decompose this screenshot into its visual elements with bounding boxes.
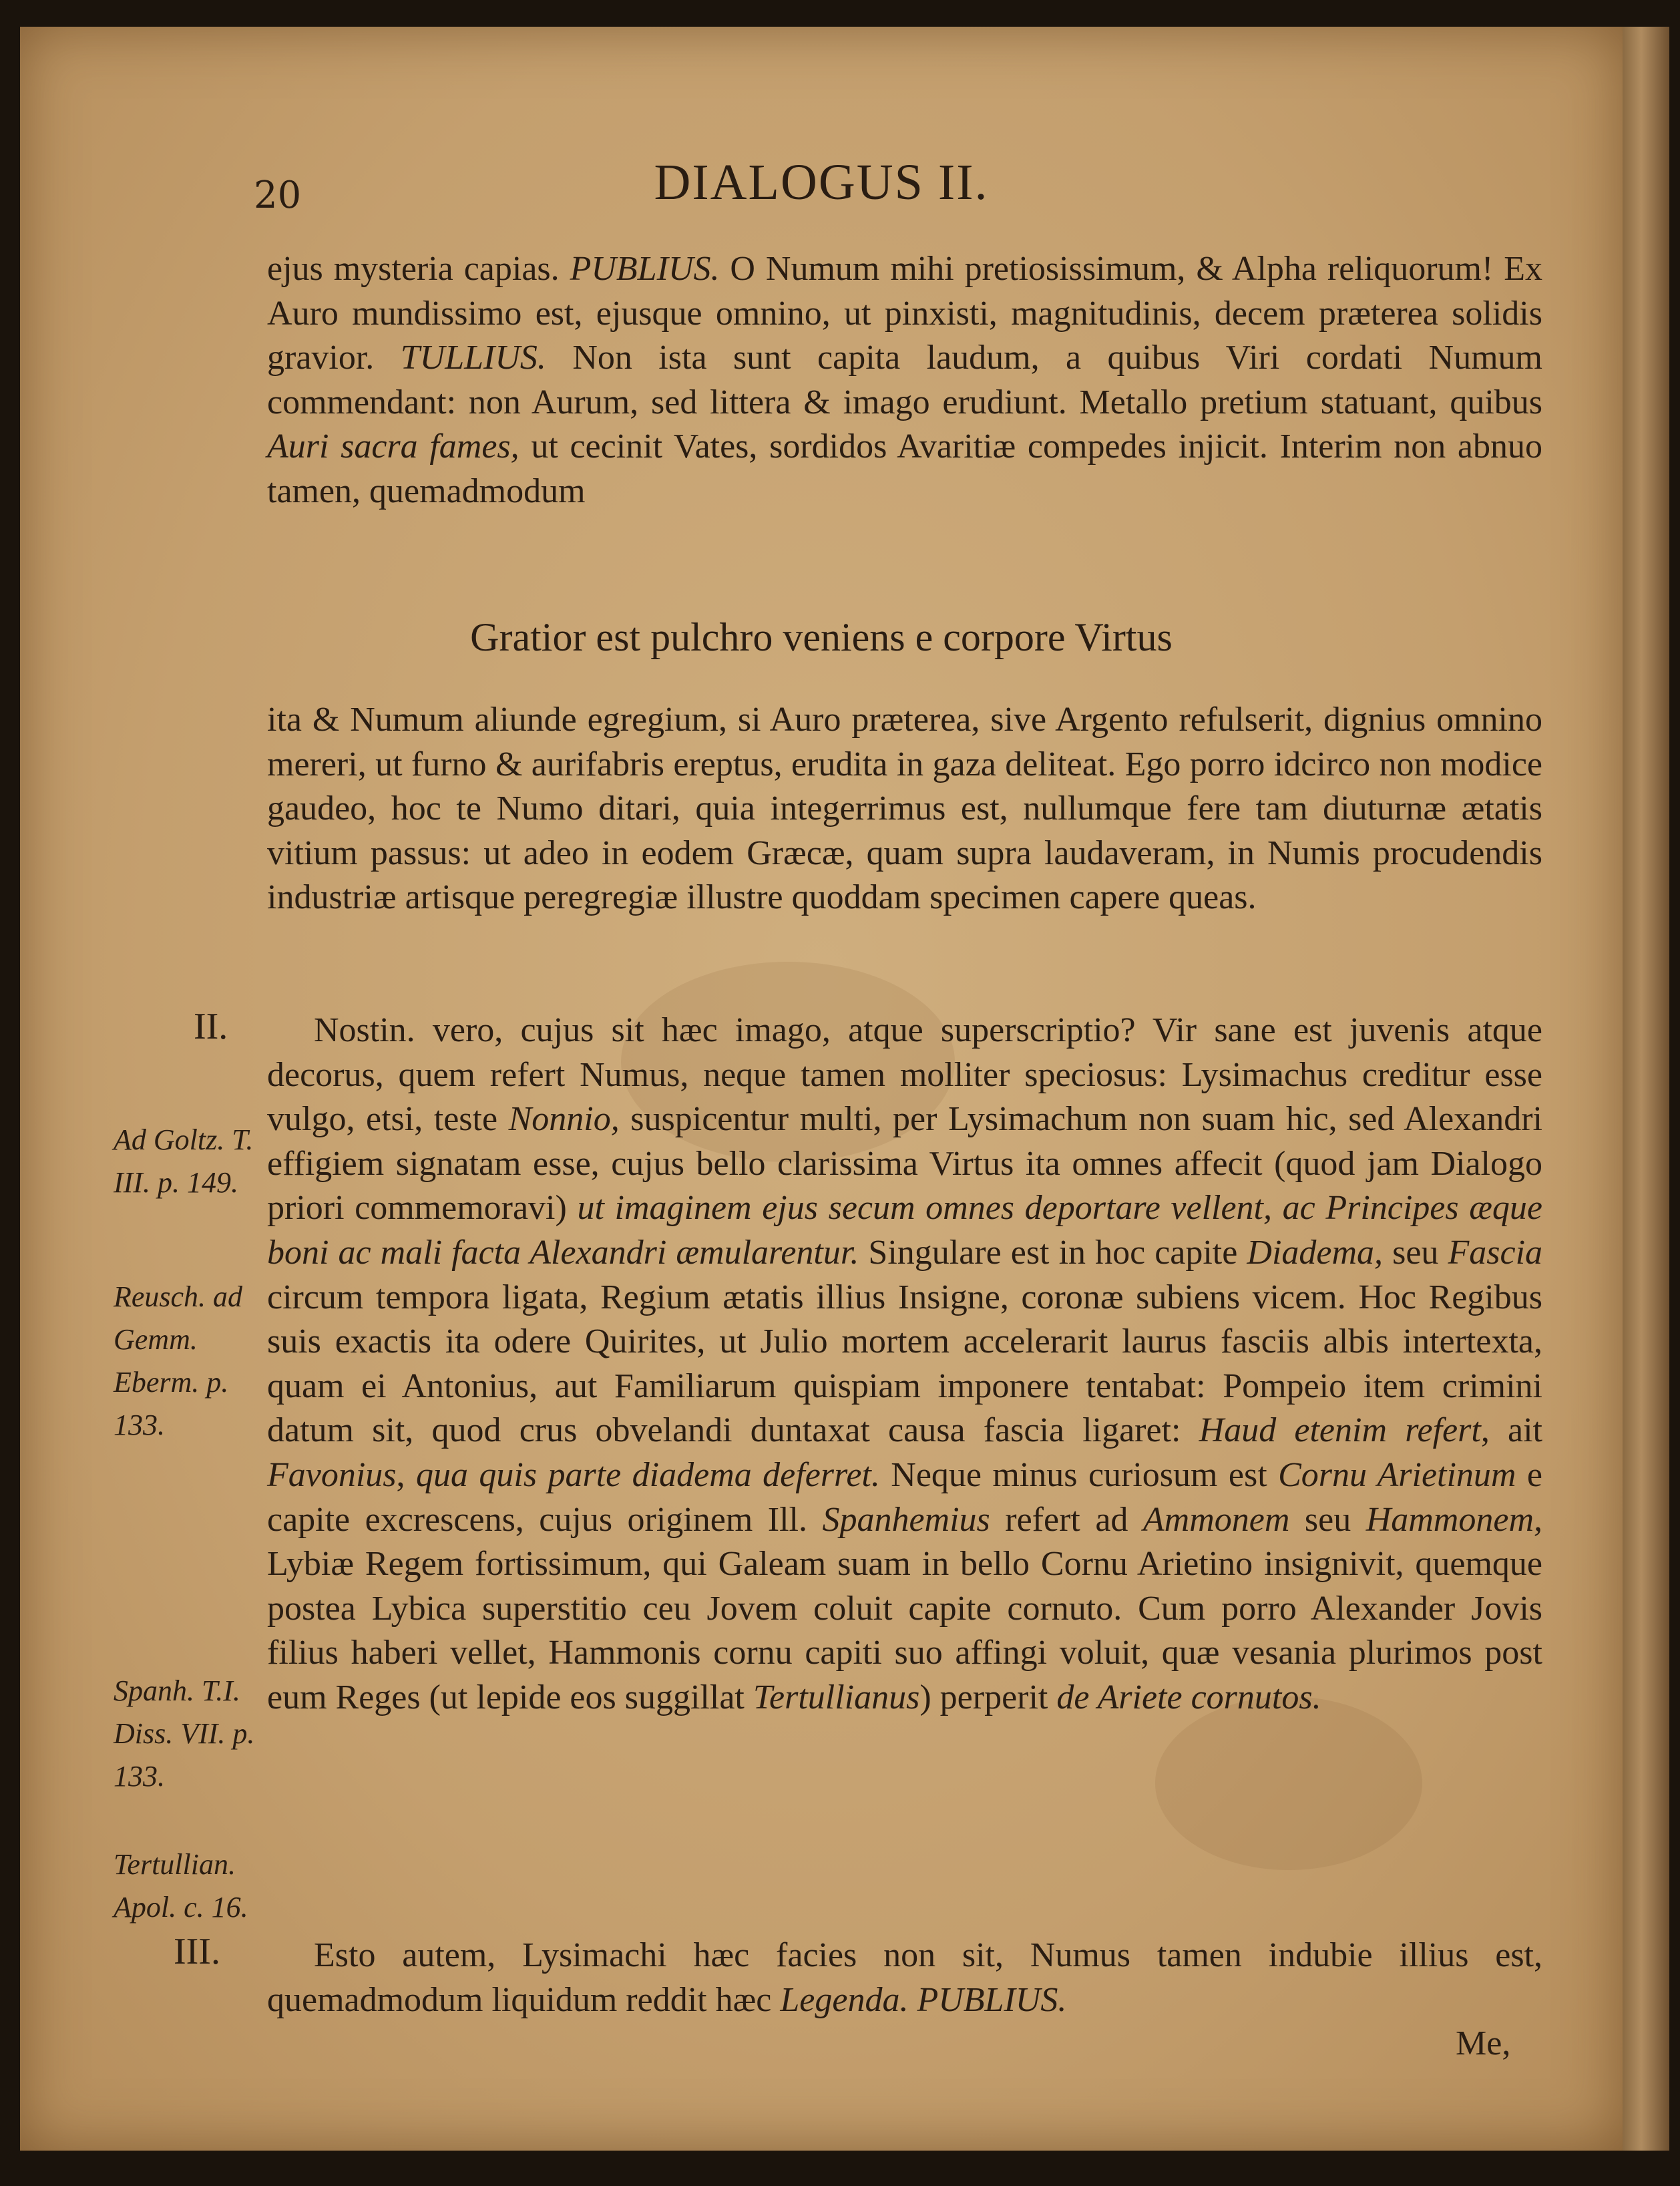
paper-stain (1155, 1696, 1422, 1870)
quotation: Haud etenim refert (1199, 1411, 1481, 1450)
text-run: O Numum mihi pretiosissimum, & Alpha reliquorum! Ex Auro mundissimo est, ejusque omnino, ut pinxisti, magnitudinis, decem præterea solidis gravior. (267, 250, 1542, 377)
paragraph-1 (267, 247, 1542, 514)
text-run: ut cecinit Vates, sordidos Avaritiæ compedes injicit. Interim non abnuo tamen, quemadmodum (267, 427, 1542, 510)
citation: Nonnio, (508, 1100, 620, 1139)
paragraph-2-text: ita & Numum aliunde egregium, si Auro præterea, sive Argento refulserit, dignius omnino mereri, ut furno & aurifabris ereptus, erudita in gaza deliteat. Ego porro idcirco non modice gaudeo, hoc te Numo ditari, quia integerrimus est, nullumque fere tam diuturnæ ætatis vitium passus: ut adeo in eodem Græcæ, quam supra laudaveram, in Numis procudendis industriæ artisque peregregiæ illustre quoddam specimen capere queas. (267, 701, 1542, 917)
citation: Spanhemius (822, 1500, 990, 1539)
citation: Favonius (267, 1455, 397, 1494)
speaker-publius: PUBLIUS. (917, 1980, 1067, 2019)
text-run: Nostin. vero, cujus sit hæc imago, atque superscriptio? Vir sane est juvenis atque decorus, quem refert Numus, neque tamen molliter speciosus: Lysimachus creditur esse vulgo, etsi, teste (267, 1011, 1542, 1139)
page-number: 20 (254, 174, 302, 217)
book-page (20, 27, 1623, 2151)
margin-note: Spanh. T.I. Diss. VII. p. 133. (114, 1674, 255, 1793)
term: Ammonem (1142, 1500, 1290, 1539)
text-run: Neque minus curiosum est (879, 1455, 1279, 1494)
page-header (20, 154, 1623, 217)
quotation: ut imaginem ejus secum omnes deportare vellent, ac Principes æque boni ac mali facta Alexandri æmularentur. (267, 1189, 1542, 1272)
speaker-tullius: TULLIUS. (400, 339, 546, 377)
speaker-publius: PUBLIUS. (570, 250, 720, 288)
text-run (908, 1981, 917, 2019)
text-run: Esto autem, Lysimachi hæc facies non sit, Numus tamen indubie illius est, quemadmodum liquidum reddit hæc (267, 1936, 1542, 2019)
quotation: Auri sacra fames, (267, 427, 519, 466)
section-number-3: III. (174, 1931, 220, 1972)
quotation: qua quis parte diadema deferret. (415, 1455, 880, 1494)
citation: Tertullianus (753, 1678, 920, 1716)
text-run: seu (1289, 1500, 1366, 1539)
text-run: seu (1383, 1233, 1448, 1272)
term: Hammonem, (1366, 1500, 1542, 1539)
term: Cornu Arietinum (1278, 1455, 1516, 1494)
text-run: ) perperit (919, 1678, 1057, 1716)
page-edge (1623, 27, 1669, 2151)
text-run: ejus mysteria capias. (267, 250, 570, 288)
margin-note: Tertullian. Apol. c. 16. (114, 1848, 248, 1924)
section-3 (267, 1934, 1542, 2022)
term: Legenda. (780, 1980, 909, 2019)
paragraph-2 (267, 698, 1542, 920)
running-title: DIALOGUS II. (654, 154, 989, 210)
margin-note: Ad Goltz. T. III. p. 149. (114, 1123, 254, 1199)
text-run: e capite excrescens, cujus originem Ill. (267, 1455, 1542, 1539)
text-run: Lybiæ Regem fortissimum, qui Galeam suam in bello Cornu Arietino insignivit, quemque postea Lybica superstitio ceu Jovem coluit capite cornuto. Cum porro Alexander Jovis filius haberi vellet, Hammonis cornu capiti suo affingi voluit, quæ vesania plurimos post eum Reges (ut lepide eos suggillat (267, 1545, 1542, 1716)
margin-note: Reusch. ad Gemm. Eberm. p. 133. (114, 1280, 243, 1441)
verse-quotation: Gratior est pulchro veniens e corpore Virtus (470, 615, 1173, 659)
term: Fascia (1448, 1233, 1543, 1272)
term: Diadema, (1247, 1233, 1384, 1272)
text-run: circum tempora ligata, Regium ætatis illius Insigne, coronæ subiens vicem. Hoc Regibus suis exactis ita odere Quirites, ut Julio mortem accelerarit laurus fasciis albis intertexta, quam ei Antonius, aut Familiarum quispiam imponere tentabat: Pompeio item crimini datum sit, quod crus obvelandi duntaxat causa fascia ligaret: (267, 1278, 1542, 1450)
text-run: , ait (1480, 1411, 1542, 1450)
text-run: Singulare est in hoc capite (859, 1233, 1247, 1272)
text-run: , (396, 1455, 416, 1494)
section-number-2: II. (194, 1006, 228, 1047)
text-run: Non ista sunt capita laudum, a quibus Viri cordati Numum commendant: non Aurum, sed littera & imago erudiunt. Metallo pretium statuant, quibus (267, 339, 1542, 421)
text-run: suspicentur multi, per Lysimachum non suam hic, sed Alexandri effigiem signatam esse, cujus bello clarissima Virtus ita omnes affecit (quod jam Dialogo priori commemoravi) (267, 1100, 1542, 1228)
text-run: refert ad (990, 1500, 1143, 1539)
section-2 (267, 1009, 1542, 1720)
quotation: de Ariete cornutos. (1056, 1678, 1321, 1716)
catchword: Me, (1456, 2024, 1511, 2062)
